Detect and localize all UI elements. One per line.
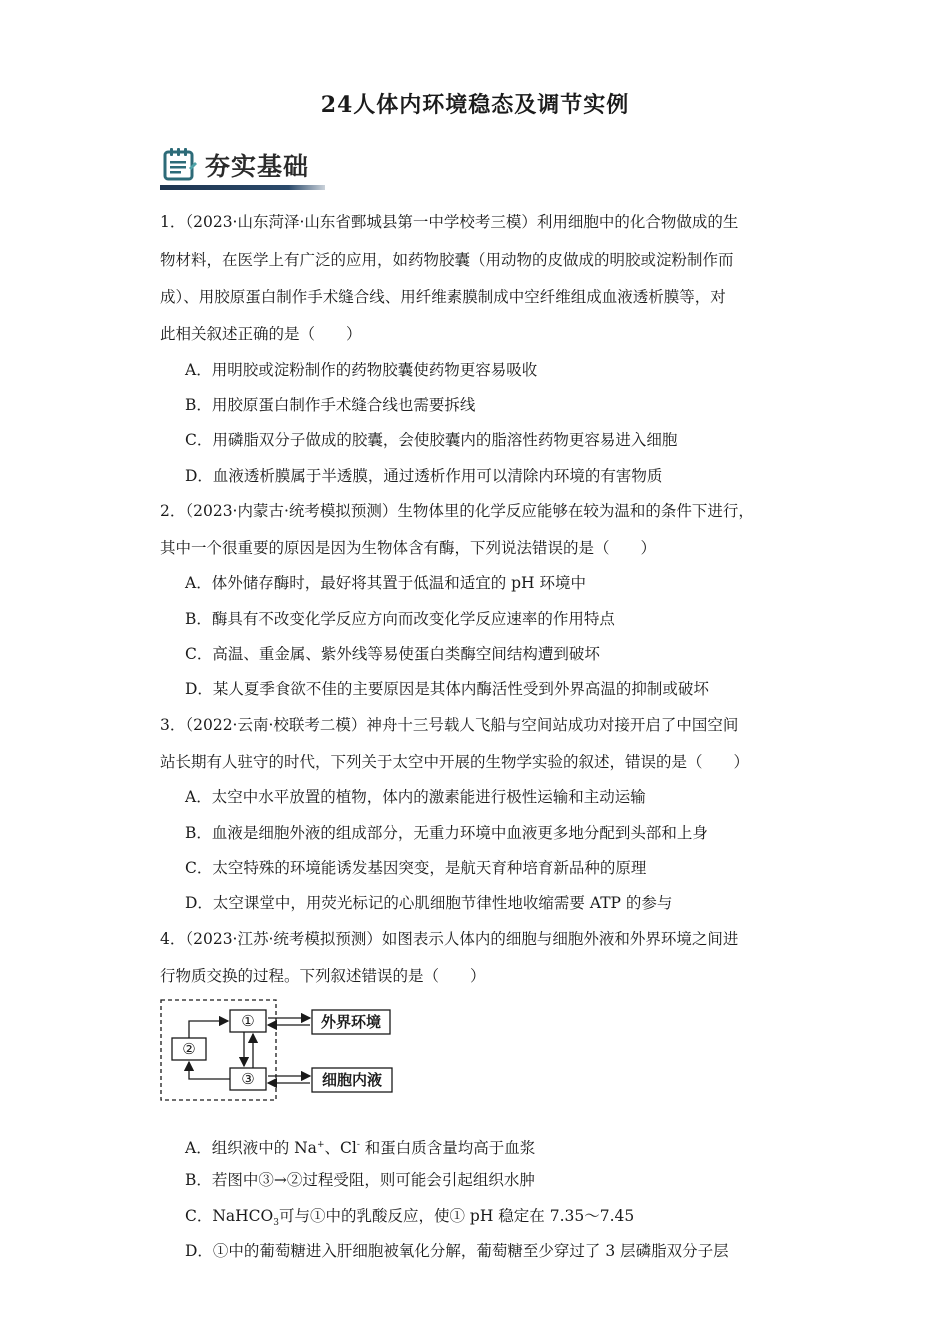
q3-line-1: 3．（2022·云南·校联考二模）神舟十三号载人飞船与空间站成功对接开启了中国空间 — [160, 716, 739, 734]
q2-line-2: 其中一个很重要的原因是因为生物体含有酶，下列说法错误的是（ ） — [160, 539, 657, 557]
q1-option-a: A．用明胶或淀粉制作的药物胶囊使药物更容易吸收 — [185, 361, 538, 379]
notepad-icon — [162, 146, 198, 182]
q1-line-4: 此相关叙述正确的是（ ） — [160, 325, 362, 343]
q4-option-b: B．若图中③→②过程受阻，则可能会引起组织水肿 — [185, 1171, 535, 1189]
node-2-label: ② — [182, 1040, 196, 1058]
section-title: 夯实基础 — [205, 152, 310, 181]
section-banner — [160, 144, 325, 196]
q2-option-d: D．某人夏季食欲不佳的主要原因是其体内酶活性受到外界高温的抑制或破坏 — [185, 680, 709, 698]
external-environment-label: 外界环境 — [320, 1013, 381, 1031]
q1-line-1: 1．（2023·山东菏泽·山东省鄄城县第一中学校考三模）利用细胞中的化合物做成的生 — [160, 213, 739, 231]
q2-option-b: B．酶具有不改变化学反应方向而改变化学反应速率的作用特点 — [185, 610, 615, 628]
q3-option-b: B．血液是细胞外液的组成部分，无重力环境中血液更多地分配到头部和上身 — [185, 824, 708, 842]
q2-line-1: 2．（2023·内蒙古·统考模拟预测）生物体里的化学反应能够在较为温和的条件下进行， — [160, 502, 754, 520]
q2-option-a: A．体外储存酶时，最好将其置于低温和适宜的 pH 环境中 — [185, 574, 586, 592]
q3-option-c: C．太空特殊的环境能诱发基因突变，是航天育种培育新品种的原理 — [185, 859, 647, 877]
q1-option-b: B．用胶原蛋白制作手术缝合线也需要拆线 — [185, 396, 476, 414]
q3-line-2: 站长期有人驻守的时代，下列关于太空中开展的生物学实验的叙述，错误的是（ ） — [160, 753, 750, 771]
exchange-diagram — [160, 998, 400, 1102]
q3-option-a: A．太空中水平放置的植物，体内的激素能进行极性运输和主动运输 — [185, 788, 646, 806]
page-title: 24人体内环境稳态及调节实例 — [320, 92, 630, 118]
q1-line-3: 成）、用胶原蛋白制作手术缝合线、用纤维素膜制成中空纤维组成血液透析膜等，对 — [160, 288, 726, 306]
q2-option-c: C．高温、重金属、紫外线等易使蛋白类酶空间结构遭到破坏 — [185, 645, 600, 663]
section-underline — [160, 185, 325, 190]
q1-option-d: D．血液透析膜属于半透膜，通过透析作用可以清除内环境的有害物质 — [185, 467, 663, 485]
q1-option-c: C．用磷脂双分子做成的胶囊，会使胶囊内的脂溶性药物更容易进入细胞 — [185, 431, 678, 449]
q1-line-2: 物材料，在医学上有广泛的应用，如药物胶囊（用动物的皮做成的明胶或淀粉制作而 — [160, 251, 734, 269]
q4-option-d: D．①中的葡萄糖进入肝细胞被氧化分解，葡萄糖至少穿过了 3 层磷脂双分子层 — [185, 1242, 729, 1260]
q4-line-2: 行物质交换的过程。下列叙述错误的是（ ） — [160, 967, 486, 985]
q4-line-1: 4．（2023·江苏·统考模拟预测）如图表示人体内的细胞与细胞外液和外界环境之间进 — [160, 930, 739, 948]
q3-option-d: D．太空课堂中，用荧光标记的心肌细胞节律性地收缩需要 ATP 的参与 — [185, 894, 673, 912]
intracellular-fluid-label: 细胞内液 — [321, 1071, 382, 1089]
node-3-label: ③ — [241, 1070, 255, 1088]
node-1-label: ① — [241, 1012, 255, 1030]
q4-option-c: C．NaHCO$_3$可与①中的乳酸反应，使① pH 稳定在 7.35～7.45 — [185, 1207, 635, 1229]
q4-option-a: A．组织液中的 Na+、Cl- 和蛋白质含量均高于血浆 — [185, 1139, 536, 1158]
